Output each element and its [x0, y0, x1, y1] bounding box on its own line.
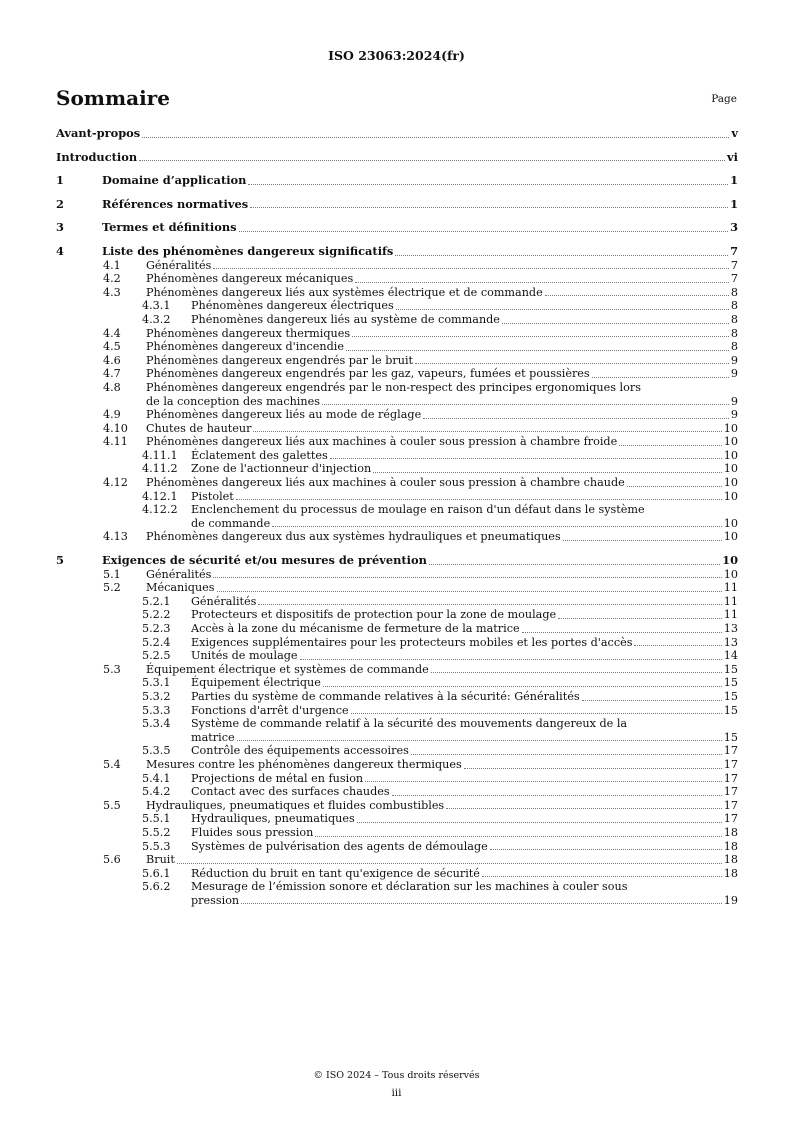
toc-page-number: 17	[723, 744, 738, 758]
toc-number: 4	[56, 243, 64, 258]
toc-page-number: 17	[723, 798, 738, 812]
document-header: ISO 23063:2024(fr)	[328, 48, 465, 63]
toc-number: 5.3.1	[142, 676, 171, 690]
toc-page-number: 9	[730, 353, 738, 367]
dot-leader	[411, 754, 722, 755]
toc-page-number: 1	[730, 196, 738, 211]
dot-leader	[563, 540, 722, 541]
dot-leader	[237, 740, 722, 741]
dot-leader	[213, 577, 721, 578]
toc-entry[interactable]	[56, 462, 738, 476]
toc-title: Système de commande relatif à la sécurité des mouvements dangereux de la	[191, 717, 628, 731]
toc-page-number: 10	[723, 516, 738, 530]
toc-title: matrice	[191, 730, 235, 744]
toc-number: 5.3.3	[142, 703, 171, 717]
toc-title: Phénomènes dangereux dus aux systèmes hydrauliques et pneumatiques	[146, 530, 561, 544]
toc-entry[interactable]	[56, 340, 738, 354]
toc-entry[interactable]	[56, 554, 738, 568]
toc-title: Projections de métal en fusion	[191, 771, 364, 785]
toc-entry[interactable]	[56, 663, 738, 677]
dot-leader	[177, 863, 722, 864]
toc-number: 5.3	[103, 662, 121, 676]
toc-page-number: 15	[723, 689, 738, 703]
dot-leader	[396, 309, 729, 310]
dot-leader	[627, 486, 722, 487]
toc-entry[interactable]	[56, 826, 738, 840]
dot-leader	[213, 268, 728, 269]
toc-entry[interactable]	[56, 198, 738, 212]
toc-number: 4.8	[103, 380, 121, 394]
toc-number: 4.11.1	[142, 448, 178, 462]
toc-entry[interactable]	[56, 286, 738, 300]
toc-page-number: 8	[730, 312, 738, 326]
toc-title: de la conception des machines	[146, 394, 320, 408]
toc-entry[interactable]	[56, 894, 738, 908]
toc-page-number: 10	[723, 567, 738, 581]
toc-entry[interactable]	[56, 367, 738, 381]
toc-page-number: 15	[723, 730, 738, 744]
dot-leader	[272, 526, 722, 527]
toc-title: Phénomènes dangereux d'incendie	[146, 340, 344, 354]
toc-number: 5.6.1	[142, 866, 171, 880]
dot-leader	[502, 323, 729, 324]
dot-leader	[323, 686, 722, 687]
toc-title: Hydrauliques, pneumatiques et fluides combustibles	[146, 798, 445, 812]
toc-entry[interactable]	[56, 127, 738, 141]
dot-leader	[322, 404, 729, 405]
page-title: Sommaire	[56, 86, 170, 110]
toc-number: 4.7	[103, 367, 121, 381]
toc-title: Généralités	[146, 258, 212, 272]
toc-page-number: 18	[723, 853, 738, 867]
toc-page-number: 7	[730, 272, 738, 286]
dot-leader	[446, 808, 722, 809]
toc-page-number: 19	[723, 893, 738, 907]
toc-title: Contrôle des équipements accessoires	[191, 744, 409, 758]
toc-title: Phénomènes dangereux liés au mode de réglage	[146, 408, 422, 422]
dot-leader	[217, 591, 722, 592]
toc-number: 5.6.2	[142, 880, 171, 894]
toc-entry[interactable]	[56, 354, 738, 368]
toc-number: 5.1	[103, 567, 121, 581]
toc-number: 5.4	[103, 757, 121, 771]
toc-number: 5.4.1	[142, 771, 171, 785]
toc-entry[interactable]	[56, 245, 738, 259]
toc-title: Chutes de hauteur	[146, 421, 252, 435]
toc-entry[interactable]	[56, 327, 738, 341]
toc-page-number: 18	[723, 825, 738, 839]
dot-leader	[236, 499, 722, 500]
dot-leader	[357, 822, 722, 823]
toc-page-number: 11	[723, 581, 738, 595]
toc-title: Domaine d’application	[102, 173, 247, 188]
toc-title: Bruit	[146, 853, 175, 867]
toc-entry[interactable]	[56, 880, 738, 894]
toc-title: Phénomènes dangereux engendrés par le non-respect des principes ergonomiques lors	[146, 380, 641, 394]
toc-entry[interactable]	[56, 490, 738, 504]
toc-page-number: 8	[730, 326, 738, 340]
dot-leader	[490, 849, 722, 850]
toc-entry[interactable]	[56, 476, 738, 490]
toc-title: Phénomènes dangereux thermiques	[146, 326, 351, 340]
toc-page-number: 17	[723, 785, 738, 799]
toc-title: Phénomènes dangereux liés aux machines à couler sous pression à chambre froide	[146, 435, 618, 449]
toc-number: 2	[56, 196, 64, 211]
toc-page-number: 10	[723, 489, 738, 503]
toc-number: 5.5.1	[142, 812, 171, 826]
toc-entry[interactable]	[56, 408, 738, 422]
toc-title: Mesurage de l’émission sonore et déclaration sur les machines à couler sous	[191, 880, 628, 894]
dot-leader	[619, 445, 722, 446]
toc-title: Enclenchement du processus de moulage en raison d'un défaut dans le système	[191, 503, 645, 517]
dot-leader	[415, 363, 729, 364]
toc-title: Phénomènes dangereux liés aux systèmes électrique et de commande	[146, 285, 543, 299]
toc-entry[interactable]	[56, 704, 738, 718]
dot-leader	[431, 672, 722, 673]
toc-title: Phénomènes dangereux liés au système de commande	[191, 312, 500, 326]
toc-number: 4.4	[103, 326, 121, 340]
toc-number: 4.12.1	[142, 489, 178, 503]
toc-page-number: 15	[723, 662, 738, 676]
toc-entry[interactable]	[56, 449, 738, 463]
dot-leader	[482, 876, 722, 877]
toc-page-number: 1	[730, 173, 738, 188]
toc-entry[interactable]	[56, 381, 738, 395]
toc-entry[interactable]	[56, 151, 738, 165]
toc-page-number: 17	[723, 757, 738, 771]
toc-number: 5.2	[103, 581, 121, 595]
toc-title: de commande	[191, 516, 271, 530]
toc-title: Contact avec des surfaces chaudes	[191, 785, 390, 799]
toc-page-number: 8	[730, 340, 738, 354]
toc-title: Équipement électrique	[191, 676, 321, 690]
toc-entry[interactable]	[56, 744, 738, 758]
dot-leader	[582, 700, 722, 701]
dot-leader	[423, 418, 729, 419]
toc-page-number: vi	[727, 149, 738, 164]
toc-page-number: 15	[723, 703, 738, 717]
toc-number: 4.13	[103, 530, 128, 544]
toc-entry[interactable]	[56, 530, 738, 544]
table-of-contents	[56, 127, 738, 907]
toc-entry[interactable]	[56, 649, 738, 663]
toc-entry[interactable]	[56, 676, 738, 690]
toc-title: Mécaniques	[146, 581, 215, 595]
toc-page-number: 11	[723, 594, 738, 608]
toc-entry[interactable]	[56, 785, 738, 799]
toc-number: 4.12.2	[142, 503, 178, 517]
toc-entry[interactable]	[56, 799, 738, 813]
toc-page-number: 10	[723, 435, 738, 449]
toc-page-number: 8	[730, 285, 738, 299]
toc-entry[interactable]	[56, 272, 738, 286]
dot-leader	[239, 231, 729, 232]
toc-title: Parties du système de commande relatives à la sécurité: Généralités	[191, 689, 580, 703]
toc-entry[interactable]	[56, 622, 738, 636]
toc-entry[interactable]	[56, 772, 738, 786]
toc-number: 5.5.2	[142, 825, 171, 839]
toc-number: 4.3.1	[142, 299, 171, 313]
toc-entry[interactable]	[56, 595, 738, 609]
toc-number: 4.3.2	[142, 312, 171, 326]
toc-page-number: 15	[723, 676, 738, 690]
toc-title: Phénomènes dangereux engendrés par les gaz, vapeurs, fumées et poussières	[146, 367, 590, 381]
dot-leader	[330, 458, 722, 459]
dot-leader	[392, 795, 722, 796]
toc-number: 5	[56, 553, 64, 568]
toc-page-number: 10	[723, 476, 738, 490]
toc-number: 1	[56, 173, 64, 188]
dot-leader	[315, 836, 721, 837]
toc-title: Protecteurs et dispositifs de protection pour la zone de moulage	[191, 608, 557, 622]
toc-entry[interactable]	[56, 221, 738, 235]
dot-leader	[545, 295, 729, 296]
toc-title: Mesures contre les phénomènes dangereux thermiques	[146, 757, 462, 771]
toc-entry[interactable]	[56, 299, 738, 313]
dot-leader	[248, 184, 728, 185]
toc-number: 4.12	[103, 476, 128, 490]
toc-title: Éclatement des galettes	[191, 448, 328, 462]
toc-entry[interactable]	[56, 636, 738, 650]
toc-entry[interactable]	[56, 422, 738, 436]
toc-entry[interactable]	[56, 313, 738, 327]
page-number: iii	[391, 1087, 402, 1099]
dot-leader	[258, 604, 721, 605]
toc-title: Zone de l'actionneur d'injection	[191, 462, 372, 476]
toc-entry[interactable]	[56, 758, 738, 772]
toc-page-number: 8	[730, 299, 738, 313]
toc-page-number: 7	[730, 243, 738, 258]
toc-number: 4.1	[103, 258, 121, 272]
toc-number: 4.11.2	[142, 462, 178, 476]
toc-page-number: 9	[730, 408, 738, 422]
toc-page-number: 7	[730, 258, 738, 272]
toc-title: Fonctions d'arrêt d'urgence	[191, 703, 349, 717]
toc-entry[interactable]	[56, 840, 738, 854]
toc-entry[interactable]	[56, 812, 738, 826]
dot-leader	[241, 903, 722, 904]
toc-page-number: 11	[723, 608, 738, 622]
toc-page-number: 10	[723, 421, 738, 435]
toc-title: Systèmes de pulvérisation des agents de démoulage	[191, 839, 488, 853]
toc-number: 4.9	[103, 408, 121, 422]
toc-title: Phénomènes dangereux mécaniques	[146, 272, 354, 286]
dot-leader	[429, 564, 720, 565]
toc-number: 5.2.5	[142, 649, 171, 663]
toc-title: Généralités	[146, 567, 212, 581]
toc-title: Exigences de sécurité et/ou mesures de prévention	[102, 553, 427, 568]
toc-title: Phénomènes dangereux liés aux machines à couler sous pression à chambre chaude	[146, 476, 625, 490]
toc-title: Références normatives	[102, 196, 249, 211]
dot-leader	[373, 472, 722, 473]
toc-page-number: 10	[722, 553, 738, 568]
toc-number: 5.3.4	[142, 717, 171, 731]
dot-leader	[300, 659, 722, 660]
page-column-label: Page	[711, 93, 737, 105]
toc-entry[interactable]	[56, 503, 738, 517]
toc-title: Termes et définitions	[102, 220, 237, 235]
toc-entry[interactable]	[56, 174, 738, 188]
dot-leader	[250, 207, 728, 208]
dot-leader	[634, 645, 721, 646]
dot-leader	[351, 713, 722, 714]
toc-entry[interactable]	[56, 731, 738, 745]
toc-entry[interactable]	[56, 867, 738, 881]
toc-page-number: 17	[723, 771, 738, 785]
toc-number: 5.4.2	[142, 785, 171, 799]
toc-entry[interactable]	[56, 395, 738, 409]
toc-page-number: 13	[723, 622, 738, 635]
toc-page-number: 18	[723, 866, 738, 880]
toc-number: 4.10	[103, 421, 128, 435]
toc-title: Phénomènes dangereux engendrés par le bruit	[146, 353, 414, 367]
toc-entry[interactable]	[56, 435, 738, 449]
toc-number: 4.3	[103, 285, 121, 299]
dot-leader	[352, 336, 729, 337]
toc-title: Exigences supplémentaires pour les protecteurs mobiles et les portes d'accès	[191, 635, 633, 649]
toc-title: Équipement électrique et systèmes de commande	[146, 662, 429, 676]
toc-number: 5.2.3	[142, 622, 171, 635]
toc-title: Accès à la zone du mécanisme de fermeture de la matrice	[191, 622, 520, 635]
copyright-notice: © ISO 2024 – Tous droits réservés	[313, 1070, 480, 1081]
toc-title: pression	[191, 893, 240, 907]
toc-title: Avant-propos	[56, 126, 141, 140]
toc-entry[interactable]	[56, 853, 738, 867]
toc-number: 4.2	[103, 272, 121, 286]
toc-entry[interactable]	[56, 608, 738, 622]
toc-title: Unités de moulage	[191, 649, 298, 663]
toc-entry[interactable]	[56, 568, 738, 582]
toc-title: Liste des phénomènes dangereux significatifs	[102, 243, 394, 258]
toc-number: 5.3.5	[142, 744, 171, 758]
toc-title: Phénomènes dangereux électriques	[191, 299, 394, 313]
toc-title: Réduction du bruit en tant qu'exigence de sécurité	[191, 866, 480, 880]
toc-entry[interactable]	[56, 259, 738, 273]
dot-leader	[346, 350, 729, 351]
toc-number: 5.5.3	[142, 839, 171, 853]
toc-number: 5.3.2	[142, 689, 171, 703]
toc-title: Hydrauliques, pneumatiques	[191, 812, 355, 826]
toc-entry[interactable]	[56, 517, 738, 531]
toc-page-number: 14	[723, 649, 738, 663]
toc-number: 5.2.1	[142, 594, 171, 608]
toc-number: 5.6	[103, 853, 121, 867]
toc-entry[interactable]	[56, 717, 738, 731]
toc-title: Introduction	[56, 149, 138, 164]
dot-leader	[355, 282, 729, 283]
dot-leader	[253, 431, 721, 432]
dot-leader	[365, 781, 722, 782]
toc-title: Fluides sous pression	[191, 825, 314, 839]
toc-number: 4.6	[103, 353, 121, 367]
toc-page-number: 9	[730, 394, 738, 408]
dot-leader	[522, 632, 722, 633]
dot-leader	[464, 768, 722, 769]
dot-leader	[592, 377, 729, 378]
toc-number: 4.11	[103, 435, 128, 449]
toc-number: 5.2.2	[142, 608, 171, 622]
toc-number: 3	[56, 220, 64, 235]
toc-page-number: v	[731, 126, 738, 140]
toc-page-number: 13	[723, 635, 738, 649]
toc-title: Généralités	[191, 594, 257, 608]
dot-leader	[558, 618, 722, 619]
toc-title: Pistolet	[191, 489, 234, 503]
toc-entry[interactable]	[56, 690, 738, 704]
dot-leader	[395, 255, 728, 256]
toc-page-number: 17	[723, 812, 738, 826]
toc-number: 5.2.4	[142, 635, 171, 649]
dot-leader	[142, 137, 729, 138]
toc-page-number: 9	[730, 367, 738, 381]
toc-number: 4.5	[103, 340, 121, 354]
toc-page-number: 10	[723, 462, 738, 476]
toc-page-number: 18	[723, 839, 738, 853]
toc-page-number: 10	[723, 530, 738, 544]
toc-entry[interactable]	[56, 581, 738, 595]
dot-leader	[139, 160, 725, 161]
toc-page-number: 10	[723, 448, 738, 462]
toc-number: 5.5	[103, 798, 121, 812]
toc-page-number: 3	[730, 220, 738, 235]
